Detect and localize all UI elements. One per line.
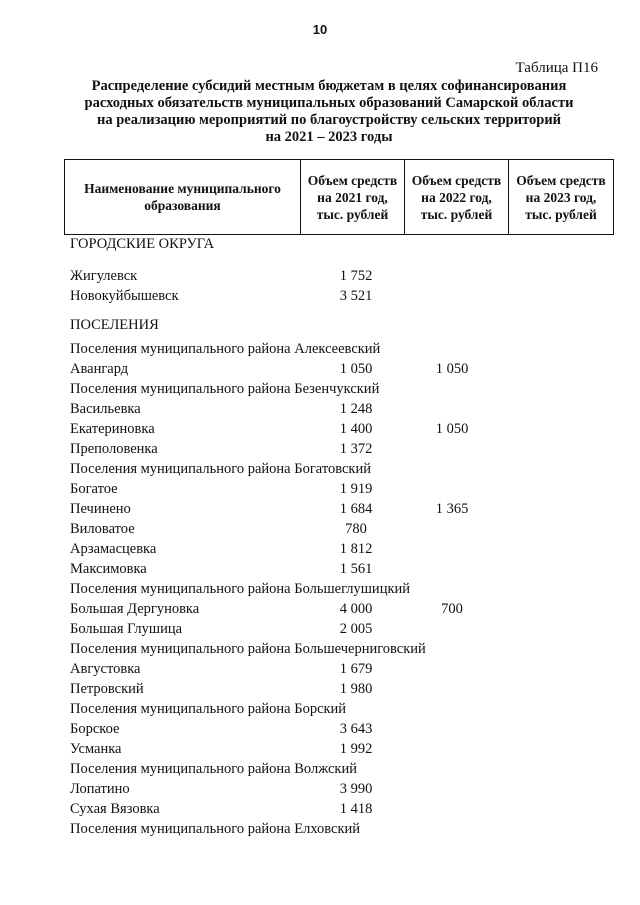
row-name: Арзамасцевка — [70, 541, 157, 557]
table-row — [70, 499, 630, 519]
row-value-2021: 1 400 — [339, 421, 373, 437]
row-name: Печинено — [70, 501, 131, 517]
row-value-2021: 1 372 — [339, 441, 373, 457]
row-name: Богатое — [70, 481, 118, 497]
row-name: ПОСЕЛЕНИЯ — [70, 317, 159, 333]
table-row — [70, 659, 630, 679]
table-row — [70, 719, 630, 739]
table-row — [70, 419, 630, 439]
row-name: Преполовенка — [70, 441, 158, 457]
row-name: Новокуйбышевск — [70, 288, 179, 304]
table-row — [70, 459, 630, 479]
row-value-2021: 1 752 — [339, 268, 373, 284]
row-value-2021: 1 684 — [339, 501, 373, 517]
table-row — [70, 759, 630, 779]
row-value-2021: 4 000 — [339, 601, 373, 617]
row-name: ГОРОДСКИЕ ОКРУГА — [70, 236, 215, 252]
header-2023: Объем средств на 2023 год, тыс. рублей — [509, 160, 614, 235]
table-row — [70, 315, 630, 335]
row-name: Поселения муниципального района Большеглушицкий — [70, 581, 411, 597]
table-row — [70, 619, 630, 639]
row-name: Большая Дергуновка — [70, 601, 200, 617]
title-line: Распределение субсидий местным бюджетам в целях софинансирования — [91, 78, 567, 94]
row-name: Поселения муниципального района Борский — [70, 701, 347, 717]
row-value-2021: 2 005 — [339, 621, 373, 637]
row-name: Васильевка — [70, 401, 141, 417]
table-row — [70, 286, 630, 306]
table-row — [70, 266, 630, 286]
table-row — [70, 599, 630, 619]
table-row — [70, 439, 630, 459]
row-value-2021: 1 679 — [339, 661, 373, 677]
row-value-2022: 1 365 — [435, 501, 469, 517]
row-name: Авангард — [70, 361, 129, 377]
page-number: 10 — [312, 22, 328, 37]
title-line: на 2021 – 2023 годы — [265, 129, 393, 145]
row-value-2021: 1 992 — [339, 741, 373, 757]
row-value-2021: 1 418 — [339, 801, 373, 817]
row-name: Екатериновка — [70, 421, 155, 437]
row-name: Большая Глушица — [70, 621, 183, 637]
title-line: расходных обязательств муниципальных образований Самарской области — [84, 95, 574, 111]
document-title — [60, 78, 598, 146]
row-name: Борское — [70, 721, 120, 737]
table-header — [64, 159, 614, 235]
table-row — [70, 519, 630, 539]
table-row — [70, 779, 630, 799]
table-row — [70, 399, 630, 419]
row-name: Поселения муниципального района Алексеевский — [70, 341, 381, 357]
row-name: Поселения муниципального района Большечерниговский — [70, 641, 426, 657]
table-label: Таблица П16 — [515, 60, 598, 76]
row-value-2021: 3 521 — [339, 288, 373, 304]
row-name: Лопатино — [70, 781, 130, 797]
row-name: Августовка — [70, 661, 141, 677]
row-value-2021: 1 980 — [339, 681, 373, 697]
row-name: Поселения муниципального района Богатовский — [70, 461, 371, 477]
table-row — [70, 479, 630, 499]
row-name: Поселения муниципального района Волжский — [70, 761, 357, 777]
table-row — [70, 234, 630, 254]
row-value-2021: 1 919 — [339, 481, 373, 497]
row-value-2021: 3 990 — [339, 781, 373, 797]
row-name: Максимовка — [70, 561, 147, 577]
header-name: Наименование муниципального образования — [65, 160, 301, 235]
table-row — [70, 359, 630, 379]
row-value-2021: 3 643 — [339, 721, 373, 737]
row-name: Поселения муниципального района Безенчукский — [70, 381, 380, 397]
row-value-2021: 1 812 — [339, 541, 373, 557]
table-row — [70, 699, 630, 719]
row-name: Усманка — [70, 741, 122, 757]
table-row — [70, 739, 630, 759]
header-2022: Объем средств на 2022 год, тыс. рублей — [405, 160, 509, 235]
row-name: Виловатое — [70, 521, 135, 537]
table-row — [70, 539, 630, 559]
row-value-2021: 780 — [345, 521, 367, 537]
row-name: Сухая Вязовка — [70, 801, 160, 817]
row-value-2021: 1 050 — [339, 361, 373, 377]
row-name: Жигулевск — [70, 268, 138, 284]
row-value-2022: 1 050 — [435, 361, 469, 377]
table-row — [70, 679, 630, 699]
table-row — [70, 339, 630, 359]
table-row — [70, 379, 630, 399]
row-name: Поселения муниципального района Елховский — [70, 821, 361, 837]
row-value-2022: 700 — [441, 601, 463, 617]
row-name: Петровский — [70, 681, 144, 697]
table-row — [70, 819, 630, 839]
row-value-2021: 1 561 — [339, 561, 373, 577]
table-row — [70, 799, 630, 819]
table-row — [70, 559, 630, 579]
table-row — [70, 579, 630, 599]
header-2021: Объем средств на 2021 год, тыс. рублей — [301, 160, 405, 235]
row-value-2021: 1 248 — [339, 401, 373, 417]
row-value-2022: 1 050 — [435, 421, 469, 437]
title-line: на реализацию мероприятий по благоустройству сельских территорий — [96, 112, 562, 128]
table-row — [70, 639, 630, 659]
